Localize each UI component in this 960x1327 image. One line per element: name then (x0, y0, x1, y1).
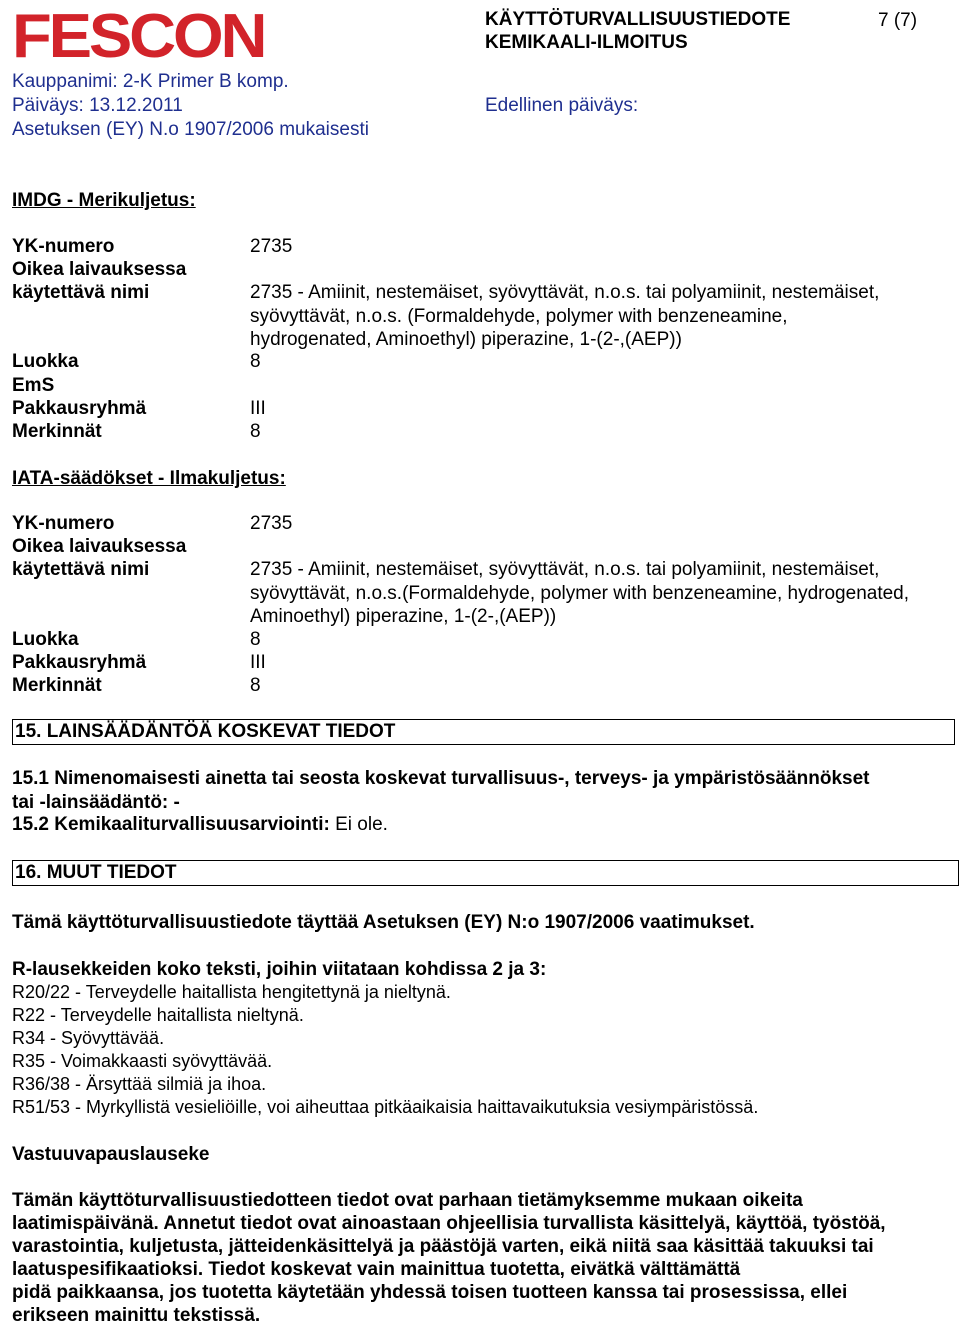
document-title-line1: KÄYTTÖTURVALLISUUSTIEDOTE (485, 9, 791, 30)
r-phrase-item: R34 - Syövyttävää. (12, 1028, 165, 1048)
disclaimer-line: Tämän käyttöturvallisuustiedotteen tiedot ovat parhaan tietämyksemme mukaan oikeita (12, 1190, 803, 1211)
imdg-shipping-line2: syövyttävät, n.o.s. (Formaldehyde, polymer with benzeneamine, (250, 306, 788, 327)
previous-date: Edellinen päiväys: (485, 95, 639, 116)
iata-marks-value: 8 (250, 675, 261, 696)
section-16-statement: Tämä käyttöturvallisuustiedote täyttää Asetuksen (EY) N:o 1907/2006 vaatimukset. (12, 912, 755, 933)
iata-shipping-line2: syövyttävät, n.o.s.(Formaldehyde, polymer with benzeneamine, hydrogenated, (250, 583, 910, 604)
imdg-un-value: 2735 (250, 236, 293, 257)
page-number: 7 (7) (878, 10, 918, 31)
disclaimer-line: laatimispäivänä. Annetut tiedot ovat ainoastaan ohjeellisia turvallista käsittelyä, käyttöä, työstöä, (12, 1213, 886, 1234)
imdg-pg-value: III (250, 398, 266, 419)
r-phrase-item: R35 - Voimakkaasti syövyttävää. (12, 1051, 273, 1071)
imdg-class-label: Luokka (12, 351, 79, 372)
iata-shipping-label-2: käytettävä nimi (12, 559, 150, 580)
issue-date: Päiväys: 13.12.2011 (12, 95, 183, 116)
imdg-un-label: YK-numero (12, 236, 115, 257)
disclaimer-line: laatuspesifikaatioksi. Tiedot koskevat vain mainittua tuotetta, eivätkä välttämättä (12, 1259, 741, 1280)
iata-pg-value: III (250, 652, 266, 673)
fescon-logo: FESCON (12, 2, 265, 71)
iata-shipping-line3: Aminoethyl) piperazine, 1-(2-,(AEP)) (250, 606, 557, 627)
iata-pg-label: Pakkausryhmä (12, 652, 147, 673)
section-16-heading: 16. MUUT TIEDOT (12, 860, 959, 886)
document-title (485, 8, 790, 54)
iata-un-label: YK-numero (12, 513, 115, 534)
document-title-line2: KEMIKAALI-ILMOITUS (485, 32, 688, 53)
imdg-heading: IMDG - Merikuljetus: (12, 190, 196, 211)
imdg-pg-label: Pakkausryhmä (12, 398, 147, 419)
imdg-marks-value: 8 (250, 421, 261, 442)
section-15-2 (12, 814, 388, 836)
r-phrase-item: R36/38 - Ärsyttää silmiä ja ihoa. (12, 1074, 267, 1094)
r-phrase-item: R20/22 - Terveydelle haitallista hengitettynä ja nieltynä. (12, 982, 451, 1002)
disclaimer-line: pidä paikkaansa, jos tuotetta käytetään yhdessä toisen tuotteen kanssa tai prosessissa, ellei (12, 1282, 848, 1303)
r-phrases-heading: R-lausekkeiden koko teksti, joihin viitataan kohdissa 2 ja 3: (12, 959, 547, 980)
iata-shipping-label-1: Oikea laivauksessa (12, 536, 187, 557)
iata-class-value: 8 (250, 629, 261, 650)
imdg-ems-label: EmS (12, 375, 55, 396)
imdg-shipping-label-2: käytettävä nimi (12, 282, 150, 303)
r-phrase-item: R51/53 - Myrkyllistä vesieliöille, voi aiheuttaa pitkäaikaisia haittavaikutuksia vesiympäristössä. (12, 1097, 759, 1117)
trade-name: Kauppanimi: 2-K Primer B komp. (12, 71, 289, 92)
iata-marks-label: Merkinnät (12, 675, 102, 696)
iata-shipping-line1: 2735 - Amiinit, nestemäiset, syövyttävät, n.o.s. tai polyamiinit, nestemäiset, (250, 559, 880, 580)
disclaimer-line: varastointia, kuljetusta, jätteidenkäsittelyä ja päästöjä varten, eikä niitä saa käsittää takuuksi tai (12, 1236, 874, 1257)
section-15-2-label: 15.2 Kemikaaliturvallisuusarviointi: (12, 814, 330, 835)
iata-un-value: 2735 (250, 513, 293, 534)
regulation-reference: Asetuksen (EY) N.o 1907/2006 mukaisesti (12, 119, 369, 140)
imdg-shipping-label-1: Oikea laivauksessa (12, 259, 187, 280)
disclaimer-line: erikseen mainittu tekstissä. (12, 1305, 261, 1326)
section-15-2-value: Ei ole. (329, 814, 388, 835)
imdg-marks-label: Merkinnät (12, 421, 102, 442)
iata-class-label: Luokka (12, 629, 79, 650)
iata-heading: IATA-säädökset - Ilmakuljetus: (12, 468, 286, 489)
disclaimer-heading: Vastuuvapauslauseke (12, 1144, 210, 1165)
section-15-heading: 15. LAINSÄÄDÄNTÖÄ KOSKEVAT TIEDOT (12, 719, 955, 745)
imdg-shipping-line1: 2735 - Amiinit, nestemäiset, syövyttävät, n.o.s. tai polyamiinit, nestemäiset, (250, 282, 880, 303)
section-15-1-line1: 15.1 Nimenomaisesti ainetta tai seosta koskevat turvallisuus-, terveys- ja ympäristösäännökset (12, 768, 870, 789)
imdg-class-value: 8 (250, 351, 261, 372)
r-phrase-item: R22 - Terveydelle haitallista nieltynä. (12, 1005, 304, 1025)
section-15-1-line2: tai -lainsäädäntö: - (12, 792, 180, 813)
imdg-shipping-line3: hydrogenated, Aminoethyl) piperazine, 1-(2-,(AEP)) (250, 329, 682, 350)
